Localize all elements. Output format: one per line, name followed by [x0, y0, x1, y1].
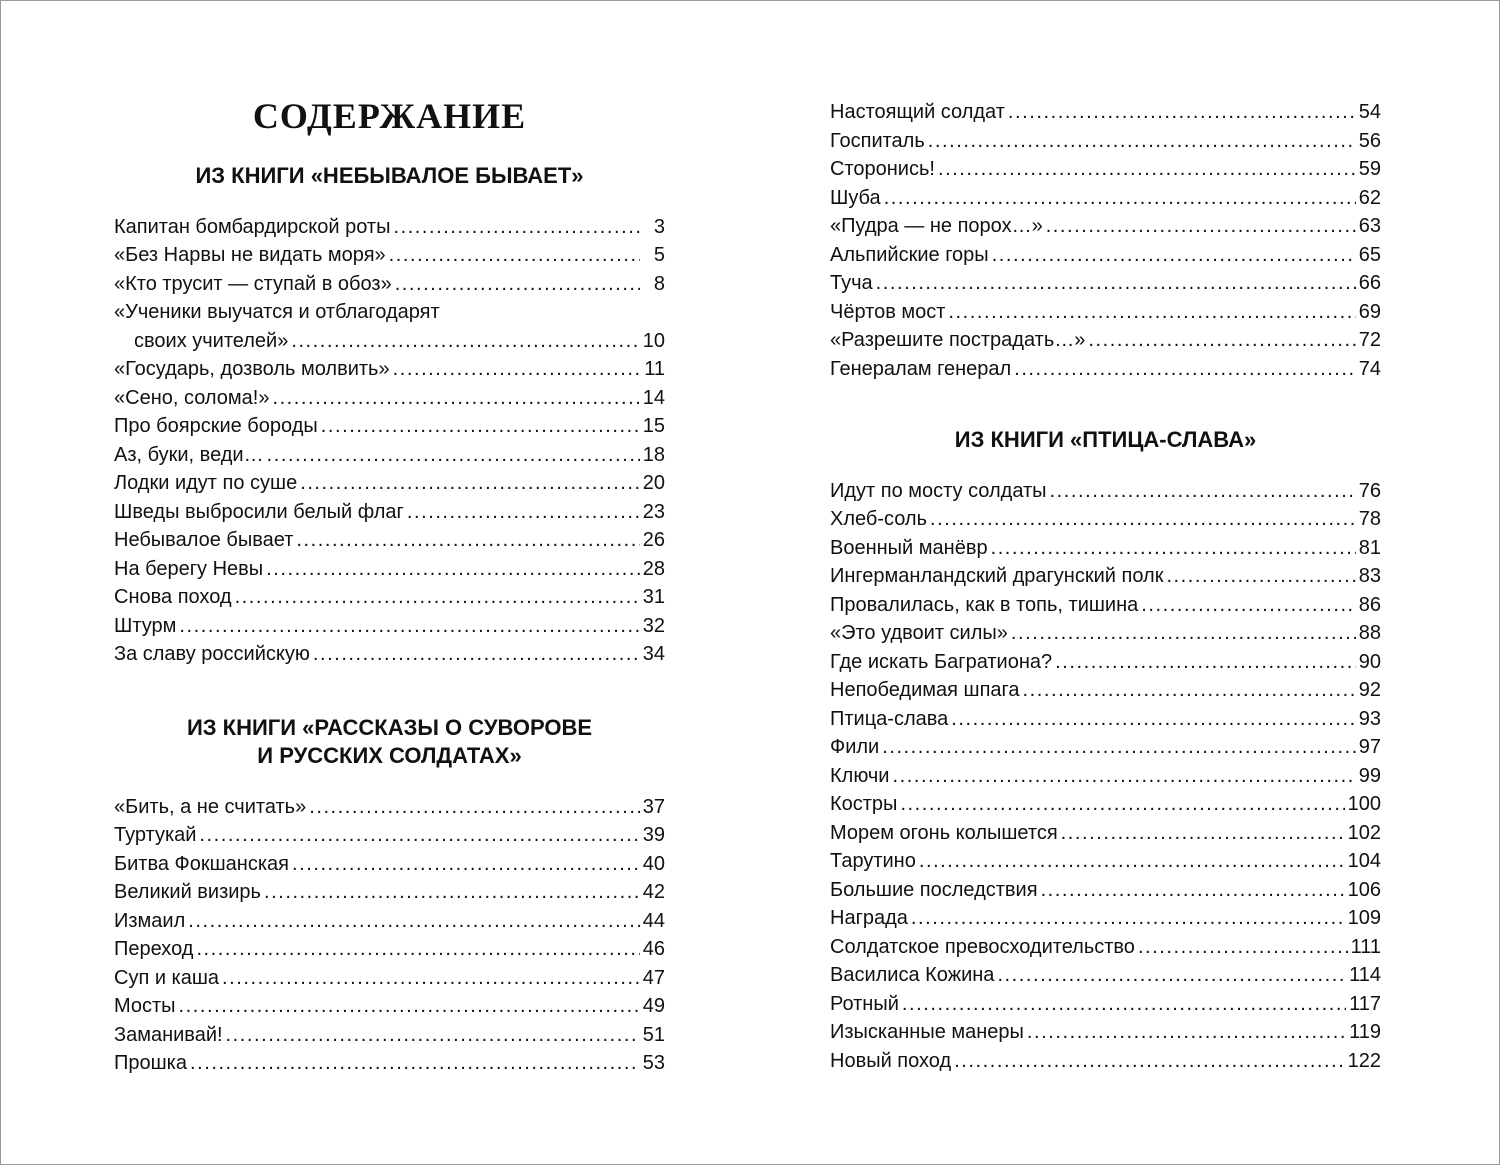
dot-leader: [938, 155, 1356, 184]
dot-leader: [1088, 326, 1355, 355]
toc-entry[interactable]: [830, 847, 1381, 876]
toc-entry[interactable]: [830, 505, 1381, 534]
toc-entry-title: Изысканные манеры: [830, 1021, 1024, 1043]
dot-leader: [266, 555, 640, 584]
toc-entry-title: Переход: [114, 938, 194, 960]
toc-entry-page: 81: [1358, 536, 1381, 559]
toc-entry-title: Тарутино: [830, 850, 916, 872]
toc-entry[interactable]: [830, 1047, 1381, 1076]
toc-entry[interactable]: [114, 612, 665, 641]
toc-entry-title: Провалилась, как в топь, тишина: [830, 593, 1139, 616]
toc-entry-page: 93: [1358, 707, 1381, 730]
toc-entry[interactable]: [830, 762, 1381, 791]
toc-entry-page: 5: [653, 244, 665, 266]
toc-entry-page: 53: [642, 1052, 665, 1074]
dot-leader: [997, 961, 1346, 990]
toc-entry-title: Идут по мосту солдаты: [830, 479, 1047, 502]
toc-entry-page: 92: [1358, 679, 1381, 701]
toc-entry[interactable]: [830, 904, 1381, 933]
toc-entry-page: 69: [1358, 300, 1381, 323]
toc-entry-title: Измаил: [114, 909, 186, 932]
dot-leader: [1061, 819, 1345, 848]
dot-leader: [393, 355, 640, 384]
toc-entry[interactable]: [114, 1049, 665, 1078]
toc-entry[interactable]: [114, 821, 665, 850]
toc-entry-title: На берегу Невы: [114, 557, 264, 580]
toc-entry-page: 102: [1347, 821, 1381, 844]
dot-leader: [1023, 676, 1356, 705]
dot-leader: [1050, 477, 1356, 506]
toc-entry[interactable]: [830, 98, 1381, 127]
toc-entry-title: Заманивай!: [114, 1023, 223, 1046]
toc-entry[interactable]: [114, 384, 665, 413]
dot-leader: [882, 733, 1356, 762]
toc-entry-page: 63: [1358, 215, 1381, 237]
toc-entry-page: 122: [1347, 1049, 1381, 1072]
toc-entry[interactable]: [830, 876, 1381, 905]
toc-entry-page: 26: [642, 529, 665, 551]
dot-leader: [1138, 933, 1348, 962]
toc-entry-page: 117: [1349, 992, 1381, 1015]
toc-entry-page: 119: [1349, 1021, 1381, 1043]
toc-entry-title: Туча: [830, 272, 873, 294]
toc-entry[interactable]: [114, 878, 665, 907]
toc-entry[interactable]: [830, 705, 1381, 734]
toc-entry-page: 23: [642, 500, 665, 523]
toc-entry-page: 42: [642, 881, 665, 903]
toc-entry-title: Солдатское превосходительство: [830, 935, 1135, 958]
toc-entry-title: Фили: [830, 736, 880, 758]
toc-entry-page: 20: [642, 472, 665, 494]
dot-leader: [991, 534, 1356, 563]
toc-entry-title: Битва Фокшанская: [114, 852, 289, 875]
toc-entry-page: 49: [642, 995, 665, 1017]
toc-entry-page: 99: [1358, 764, 1381, 787]
toc-entry-title: Про боярские бороды: [114, 415, 318, 437]
toc-entry-page: 8: [653, 272, 665, 295]
toc-entry-title: «Без Нарвы не видать моря»: [114, 244, 386, 266]
toc-entry-first-line[interactable]: «Ученики выучатся и отблагодарят: [114, 301, 440, 323]
toc-entry-page: 100: [1347, 793, 1381, 815]
toc-entry-title: «Бить, а не считать»: [114, 795, 307, 818]
toc-list-book2-left: [114, 793, 665, 1078]
dot-leader: [267, 441, 640, 470]
toc-entry-title: За славу российскую: [114, 643, 310, 665]
toc-entry[interactable]: [114, 640, 665, 669]
toc-entry-title: «Сено, солома!»: [114, 386, 270, 409]
dot-leader: [876, 269, 1356, 298]
toc-entry-title: Василиса Кожина: [830, 964, 995, 986]
toc-entry[interactable]: [114, 935, 665, 964]
dot-leader: [1046, 212, 1356, 241]
toc-entry[interactable]: [114, 213, 665, 242]
dot-leader: [196, 935, 639, 964]
toc-entry-title: Награда: [830, 907, 908, 929]
dot-leader: [292, 850, 640, 879]
toc-entry-title: «Разрешите пострадать…»: [830, 329, 1086, 351]
toc-entry-page: 51: [642, 1023, 665, 1046]
toc-entry-page: 28: [642, 557, 665, 580]
toc-entry[interactable]: [830, 127, 1381, 156]
dot-leader: [188, 907, 639, 936]
toc-entry[interactable]: [830, 326, 1381, 355]
toc-entry[interactable]: [114, 555, 665, 584]
dot-leader: [190, 1049, 640, 1078]
section-heading-book2-line1: ИЗ КНИГИ «РАССКАЗЫ О СУВОРОВЕ: [186, 714, 593, 740]
toc-entry-title: «Пудра — не порох…»: [830, 215, 1043, 237]
toc-entry[interactable]: [114, 964, 665, 993]
toc-entry[interactable]: [114, 441, 665, 470]
toc-entry-page: 46: [642, 938, 665, 960]
toc-entry-title: Генералам генерал: [830, 357, 1012, 380]
section-heading-book1: ИЗ КНИГИ «НЕБЫВАЛОЕ БЫВАЕТ»: [195, 163, 584, 188]
dot-leader: [222, 964, 640, 993]
toc-entry-title: Снова поход: [114, 586, 232, 608]
toc-entry-title: Великий визирь: [114, 881, 261, 903]
dot-leader: [389, 241, 640, 270]
section-heading-book3: ИЗ КНИГИ «ПТИЦА-СЛАВА»: [954, 427, 1257, 452]
toc-entry-page: 111: [1350, 935, 1381, 958]
toc-entry[interactable]: [114, 583, 665, 612]
dot-leader: [892, 762, 1355, 791]
toc-entry-title: Морем огонь колышется: [830, 821, 1058, 844]
toc-list-book3: [830, 477, 1381, 1076]
dot-leader: [300, 469, 640, 498]
dot-leader: [226, 1021, 640, 1050]
toc-entry-page: 114: [1349, 964, 1381, 986]
dot-leader: [235, 583, 640, 612]
toc-entry[interactable]: [830, 961, 1381, 990]
toc-entry-title: Прошка: [114, 1052, 187, 1074]
toc-entry[interactable]: [830, 619, 1381, 648]
toc-entry-title: Шведы выбросили белый флаг: [114, 500, 404, 523]
dot-leader: [1041, 876, 1345, 905]
toc-entry-page: 65: [1358, 243, 1381, 266]
toc-entry-page: 90: [1358, 650, 1381, 673]
toc-entry-title: Госпиталь: [830, 129, 925, 152]
toc-entry[interactable]: [114, 270, 665, 299]
dot-leader: [309, 793, 640, 822]
toc-entry-title: Ингерманландский драгунский полк: [830, 565, 1164, 587]
toc-entry[interactable]: [830, 269, 1381, 298]
toc-entry[interactable]: [830, 648, 1381, 677]
toc-entry-page: 66: [1358, 272, 1381, 294]
toc-entry-title: Сторонись!: [830, 158, 935, 180]
dot-leader: [951, 705, 1355, 734]
dot-leader: [1014, 355, 1356, 384]
dot-leader: [900, 790, 1344, 819]
toc-entry-page: 72: [1358, 329, 1381, 351]
toc-entry-page: 31: [642, 586, 665, 608]
toc-entry-title: Мосты: [114, 995, 176, 1017]
toc-entry[interactable]: [114, 469, 665, 498]
dot-leader: [395, 270, 640, 299]
toc-entry-page: 106: [1347, 878, 1381, 901]
toc-entry-page: 97: [1358, 736, 1381, 758]
dot-leader: [1166, 562, 1355, 591]
toc-entry[interactable]: [830, 212, 1381, 241]
toc-entry[interactable]: [830, 184, 1381, 213]
toc-entry-page: 37: [642, 795, 665, 818]
toc-entry-page: 54: [1358, 101, 1381, 123]
dot-leader: [1055, 648, 1356, 677]
toc-entry[interactable]: [830, 298, 1381, 327]
toc-entry-title: Большие последствия: [830, 878, 1038, 901]
toc-entry-page: 83: [1358, 565, 1381, 587]
toc-left-column: [114, 92, 665, 1078]
toc-entry-page: 74: [1358, 357, 1381, 380]
toc-entry-title: «Государь, дозволь молвить»: [114, 358, 390, 380]
toc-entry-title: «Это удвоит силы»: [830, 622, 1008, 644]
dot-leader: [1008, 98, 1356, 127]
toc-entry-title: Штурм: [114, 614, 177, 637]
section-heading-book2-line2: И РУССКИХ СОЛДАТАХ»: [257, 743, 522, 768]
toc-entry[interactable]: [830, 933, 1381, 962]
toc-entry-title: Непобедимая шпага: [830, 679, 1020, 701]
toc-entry[interactable]: [114, 412, 665, 441]
toc-entry-page: 14: [642, 386, 665, 409]
toc-entry-page: 47: [642, 966, 665, 989]
dot-leader: [179, 612, 639, 641]
toc-entry[interactable]: [830, 676, 1381, 705]
toc-entry-title: Военный манёвр: [830, 536, 988, 559]
dot-leader: [1011, 619, 1356, 648]
toc-entry-title: Шуба: [830, 186, 881, 209]
dot-leader: [179, 992, 640, 1021]
toc-entry-page: 34: [642, 643, 665, 665]
toc-entry-title: Небывалое бывает: [114, 529, 294, 551]
toc-entry[interactable]: [830, 591, 1381, 620]
toc-entry[interactable]: [830, 990, 1381, 1019]
toc-entry[interactable]: [114, 526, 665, 555]
toc-entry-page: 104: [1347, 850, 1381, 872]
dot-leader: [902, 990, 1346, 1019]
toc-entry[interactable]: [114, 850, 665, 879]
toc-entry-page: 76: [1358, 479, 1381, 502]
toc-entry-page: 109: [1347, 907, 1381, 929]
toc-entry-title: «Кто трусит — ступай в обоз»: [114, 272, 392, 295]
toc-right-column: [830, 98, 1381, 1075]
dot-leader: [296, 526, 639, 555]
dot-leader: [264, 878, 640, 907]
toc-entry-page: 18: [642, 443, 665, 466]
toc-entry-title: Настоящий солдат: [830, 101, 1005, 123]
toc-entry-page: 15: [642, 415, 665, 437]
toc-entry[interactable]: [830, 790, 1381, 819]
toc-entry[interactable]: [830, 241, 1381, 270]
dot-leader: [930, 505, 1356, 534]
dot-leader: [321, 412, 640, 441]
toc-entry[interactable]: [830, 819, 1381, 848]
toc-entry[interactable]: [114, 498, 665, 527]
toc-entry-page: 11: [644, 358, 665, 380]
dot-leader: [928, 127, 1356, 156]
toc-entry-page: 78: [1358, 508, 1381, 530]
dot-leader: [272, 384, 639, 413]
toc-entry-page: 10: [642, 329, 665, 352]
toc-entry-page: 86: [1358, 593, 1381, 616]
toc-entry-title: Костры: [830, 793, 898, 815]
toc-entry-page: 40: [642, 852, 665, 875]
toc-entry[interactable]: [114, 355, 665, 384]
toc-entry[interactable]: [114, 327, 665, 356]
toc-entry-title: Ротный: [830, 992, 899, 1015]
dot-leader: [992, 241, 1356, 270]
dot-leader: [884, 184, 1356, 213]
toc-entry-title: Аз, буки, веди…: [114, 443, 264, 466]
toc-entry[interactable]: [114, 1021, 665, 1050]
toc-entry-title: Суп и каша: [114, 966, 220, 989]
page-title: СОДЕРЖАНИЕ: [252, 96, 527, 136]
toc-entry[interactable]: [830, 562, 1381, 591]
toc-entry[interactable]: [830, 355, 1381, 384]
toc-entry[interactable]: [114, 241, 665, 270]
toc-list-book1: [114, 213, 665, 669]
dot-leader: [1027, 1018, 1346, 1047]
toc-entry-title: Лодки идут по суше: [114, 472, 298, 494]
toc-entry[interactable]: [830, 477, 1381, 506]
dot-leader: [954, 1047, 1344, 1076]
toc-entry-title: Туртукай: [114, 824, 197, 846]
dot-leader: [911, 904, 1345, 933]
toc-entry-page: 62: [1358, 186, 1381, 209]
dot-leader: [919, 847, 1345, 876]
toc-entry[interactable]: [114, 793, 665, 822]
toc-entry-title: Альпийские горы: [830, 243, 989, 266]
toc-entry[interactable]: [830, 155, 1381, 184]
toc-entry[interactable]: [830, 534, 1381, 563]
toc-entry-page: 59: [1358, 158, 1381, 180]
toc-entry-title: своих учителей»: [134, 329, 289, 352]
toc-entry-title: Ключи: [830, 764, 890, 787]
toc-entry-page: 39: [642, 824, 665, 846]
dot-leader: [313, 640, 640, 669]
toc-entry-page: 44: [642, 909, 665, 932]
dot-leader: [407, 498, 640, 527]
toc-entry-page: 3: [653, 215, 665, 238]
toc-entry-page: 56: [1358, 129, 1381, 152]
toc-entry[interactable]: [830, 733, 1381, 762]
toc-entry[interactable]: [114, 907, 665, 936]
toc-entry-title: Капитан бомбардирской роты: [114, 215, 391, 238]
toc-entry-title: Хлеб-соль: [830, 508, 928, 530]
dot-leader: [393, 213, 640, 242]
dot-leader: [1141, 591, 1355, 620]
toc-entry-title: Новый поход: [830, 1049, 952, 1072]
dot-leader: [291, 327, 639, 356]
dot-leader: [199, 821, 639, 850]
toc-entry-title: Где искать Багратиона?: [830, 650, 1053, 673]
toc-entry-page: 88: [1358, 622, 1381, 644]
dot-leader: [948, 298, 1355, 327]
toc-entry-page: 32: [642, 614, 665, 637]
toc-entry-title: Птица-слава: [830, 707, 949, 730]
toc-list-book2-right: [830, 98, 1381, 383]
toc-entry-title: Чёртов мост: [830, 300, 946, 323]
toc-entry[interactable]: [830, 1018, 1381, 1047]
toc-entry[interactable]: [114, 992, 665, 1021]
